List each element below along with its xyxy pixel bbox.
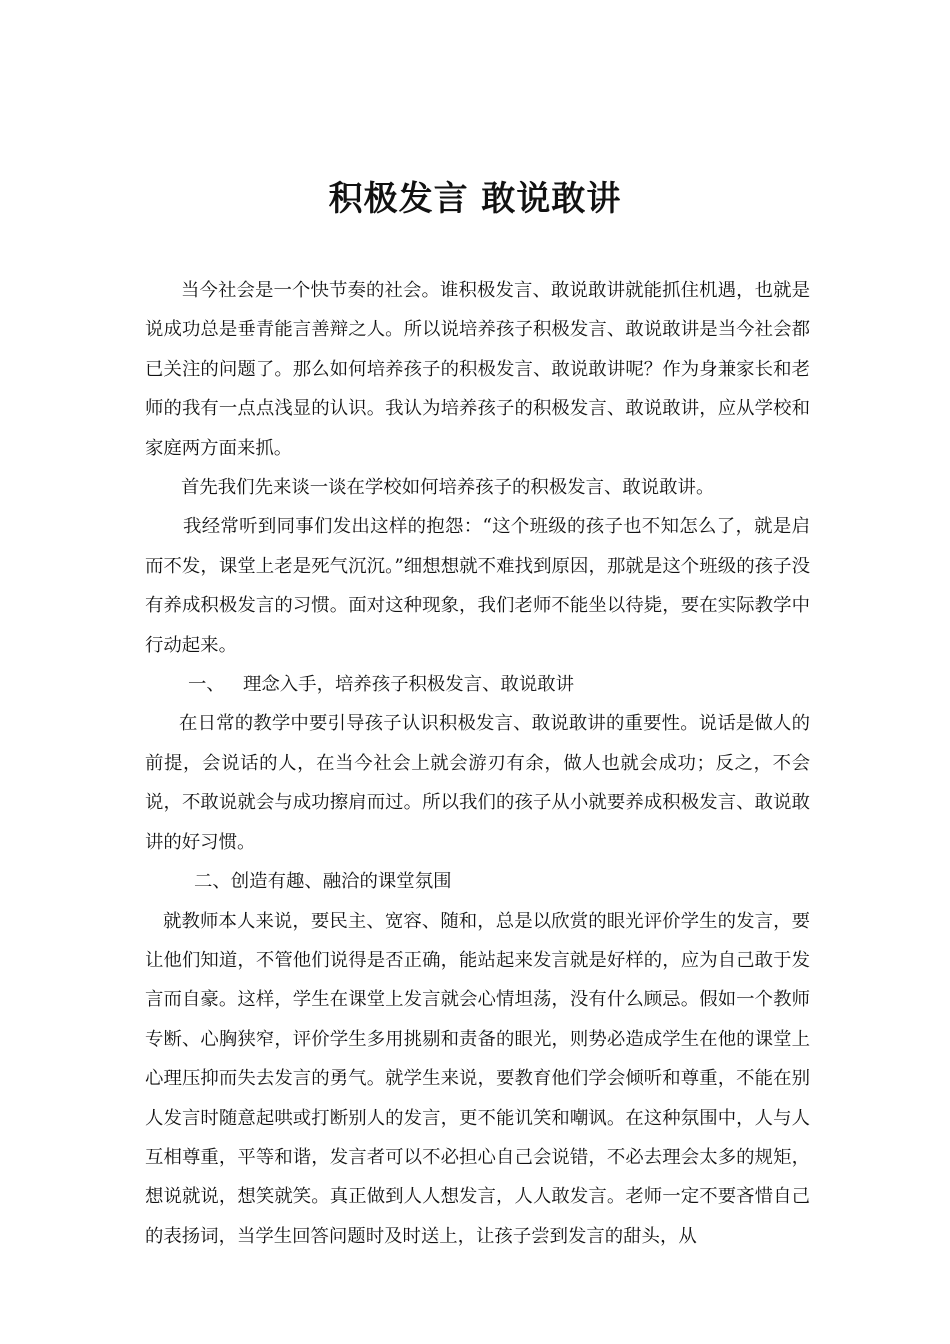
section-heading-1 xyxy=(145,665,810,704)
section-heading-1-number: 一、 xyxy=(188,674,225,696)
paragraph-intro: 当今社会是一个快节奏的社会。谁积极发言、敢说敢讲就能抓住机遇，也就是说成功总是垂青能言善辩之人。所以说培养孩子积极发言、敢说敢讲是当今社会都已关注的问题了。那么如何培养孩子的积极发言、敢说敢讲呢？作为身兼家长和老师的我有一点点浅显的认识。我认为培养孩子的积极发言、敢说敢讲，应从学校和家庭两方面来抓。 xyxy=(145,280,810,459)
section-heading-2: 二、创造有趣、融洽的课堂氛围 xyxy=(194,871,452,893)
paragraph-importance: 在日常的教学中要引导孩子认识积极发言、敢说敢讲的重要性。说话是做人的前提，会说话的人，在当今社会上就会游刃有余，做人也就会成功；反之，不会说，不敢说就会与成功擦肩而过。所以我们的孩子从小就要养成积极发言、敢说敢讲的好习惯。 xyxy=(145,713,810,853)
document-title: 积极发言 敢说敢讲 xyxy=(328,179,622,219)
paragraph-school-intro: 首先我们先来谈一谈在学校如何培养孩子的积极发言、敢说敢讲。 xyxy=(181,477,715,499)
paragraph-classroom: 就教师本人来说，要民主、宽容、随和，总是以欣赏的眼光评价学生的发言，要让他们知道，不管他们说得是否正确，能站起来发言就是好样的，应为自己敢于发言而自豪。这样，学生在课堂上发言就会心情坦荡，没有什么顾忌。假如一个教师专断、心胸狭窄，评价学生多用挑剔和责备的眼光，则势必造成学生在他的课堂上心理压抑而失去发言的勇气。就学生来说，要教育他们学会倾听和尊重，不能在别人发言时随意起哄或打断别人的发言，更不能讥笑和嘲讽。在这种氛围中，人与人互相尊重，平等和谐，发言者可以不必担心自己会说错，不必去理会太多的规矩，想说就说，想笑就笑。真正做到人人想发言，人人敢发言。老师一定不要吝惜自己的表扬词，当学生回答问题时及时送上，让孩子尝到发言的甜头，从 xyxy=(145,910,810,1247)
section-heading-1-text: 理念入手，培养孩子积极发言、敢说敢讲 xyxy=(243,674,575,696)
paragraph-complaint: 我经常听到同事们发出这样的抱怨：“这个班级的孩子也不知怎么了，就是启而不发，课堂上老是死气沉沉。”细想想就不难找到原因，那就是这个班级的孩子没有养成积极发言的习惯。面对这种现象，我们老师不能坐以待毙，要在实际教学中行动起来。 xyxy=(145,516,810,656)
document-body xyxy=(145,271,810,1256)
